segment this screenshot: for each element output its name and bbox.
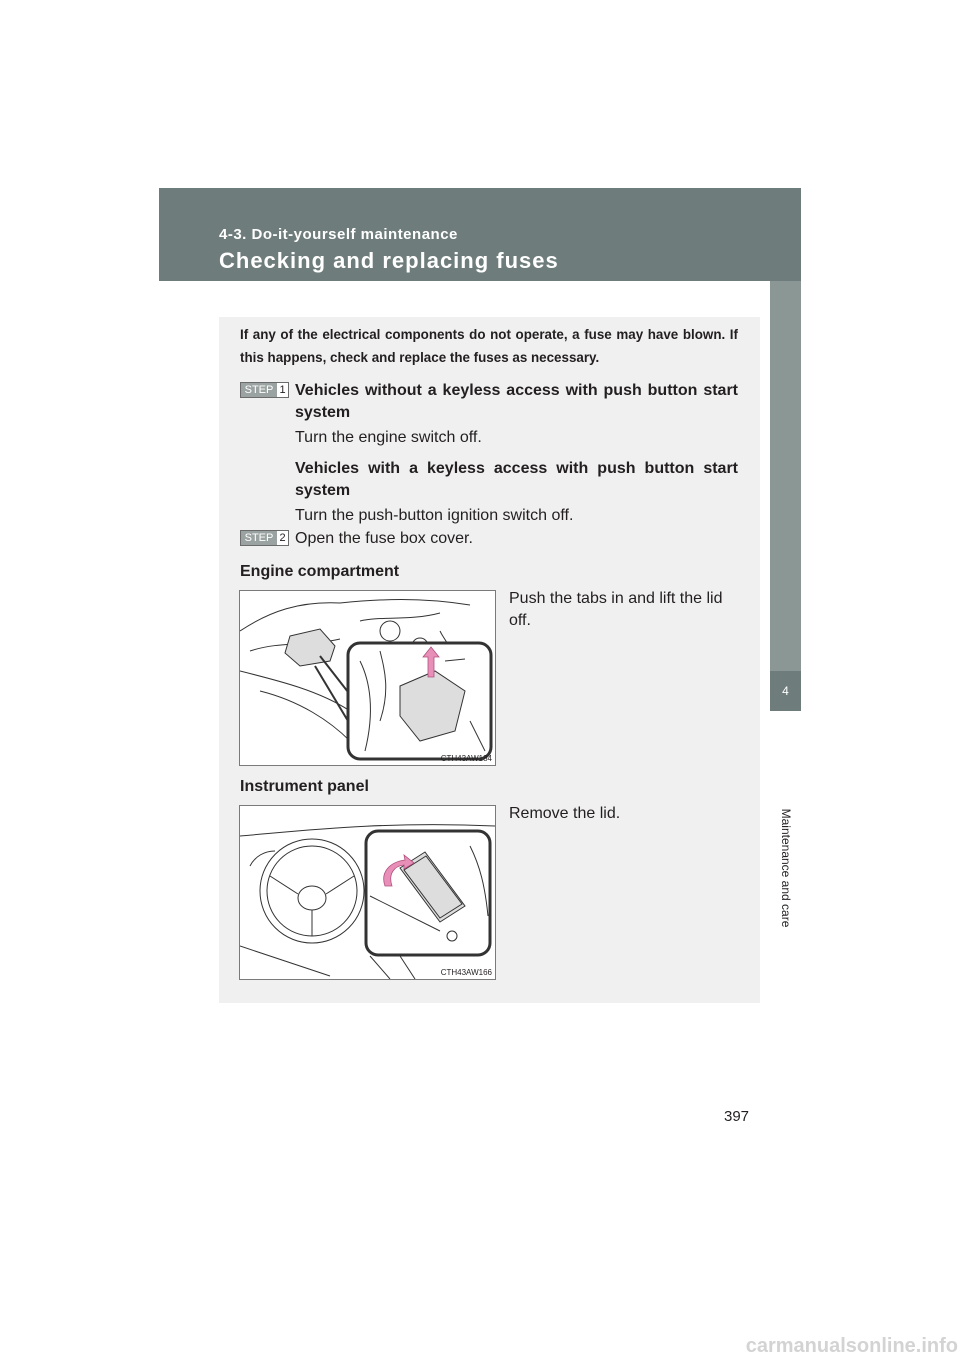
step-number: 1 (279, 384, 286, 396)
step-1-heading-a: Vehicles without a keyless access with push button start system (295, 382, 738, 421)
page-title: Checking and replacing fuses (219, 248, 559, 273)
figure-code: CTH43AW166 (440, 968, 492, 977)
step-label: STEP (241, 531, 277, 545)
step-label: STEP (241, 383, 277, 397)
page-number: 397 (724, 1108, 750, 1125)
step-2-text: Open the fuse box cover. (295, 530, 473, 547)
side-tab-label: Maintenance and care (779, 808, 793, 928)
svg-text:carmanualsonline.info: carmanualsonline.info (745, 1335, 958, 1357)
step-1-text-b: Turn the push-button ignition switch off. (295, 507, 574, 524)
engine-heading: Engine compartment (240, 563, 400, 580)
instrument-heading: Instrument panel (240, 778, 369, 795)
step-1-text-a: Turn the engine switch off. (295, 429, 482, 446)
section-title: 4-3. Do-it-yourself maintenance (219, 226, 458, 243)
step-number: 2 (279, 532, 286, 544)
step-1-heading-b: Vehicles with a keyless access with push button start system (295, 460, 738, 499)
instrument-instruction: Remove the lid. (509, 805, 621, 822)
engine-instruction: Push the tabs in and lift the lid off. (509, 590, 723, 629)
side-tab-number: 4 (770, 671, 801, 711)
intro-text: If any of the electrical components do not operate, a fuse may have blown. If this happens, check and replace the fuses as necessary. (240, 327, 738, 365)
figure-code: CTH43AW184 (440, 754, 492, 763)
